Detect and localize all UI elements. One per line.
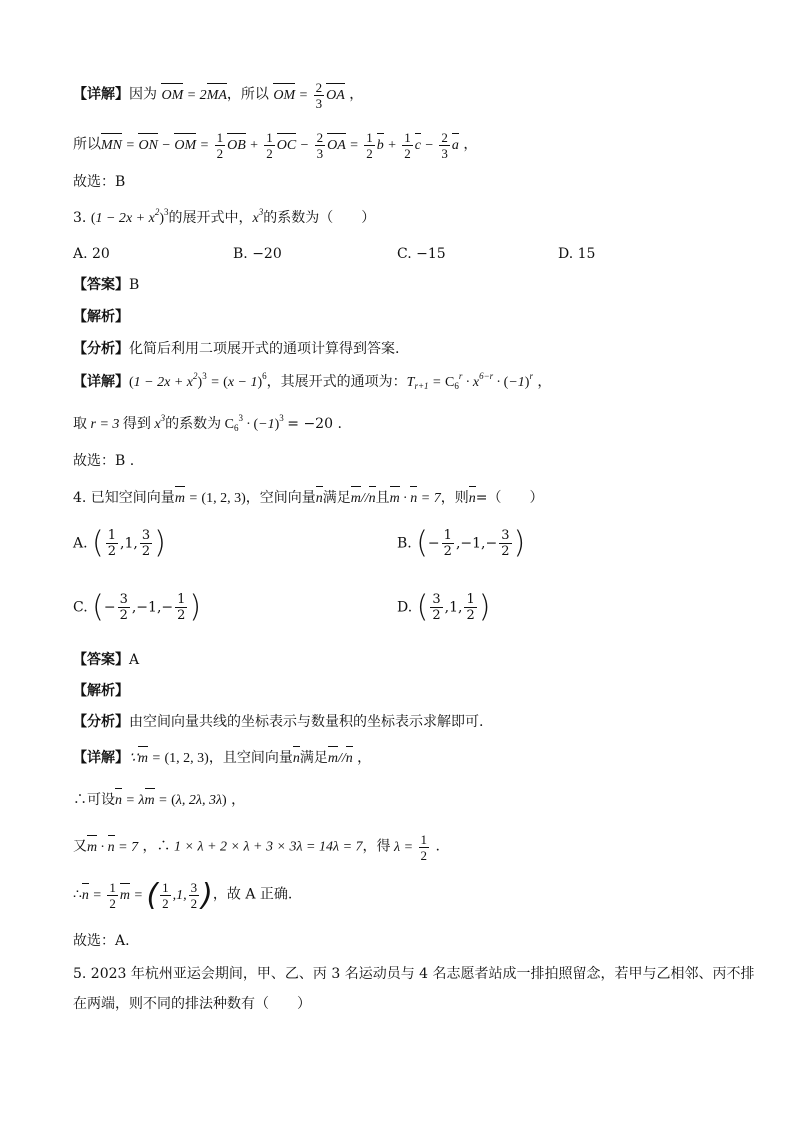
q2-choice: 故选：B [73,174,126,190]
q3-choice: 故选：B . [73,453,135,469]
q3-option-b: B. −20 [233,246,282,262]
q4-answer: 【答案】A [73,652,140,668]
q2-equation-3: MN = ON − OM = $\frac{1}{2}$ OB + $\frac{1}{2}$ OC − $\frac{2}{3}$ OA = $\frac{1}{2}$ b + $\frac{1}{2}$ c − $\frac{2}{3}$ a [101,130,459,161]
q3-analyze [73,339,399,359]
q4-also: 又m · n = 7 ，∴ 1 × λ + 2 × λ + 3 × 3λ = 14λ = 7，得 λ = $\frac{1}{2}$ . [73,832,440,863]
q4-option-a: A. ( $\frac{1}{2}$ ,1, $\frac{3}{2}$ ) [73,525,166,561]
q3-detail-equation: $(1 - 2x + x^2)^3 = (x - 1)^6$ [129,371,267,390]
q4-stem: 4. 已知空间向量m = (1, 2, 3)，空间向量n满足m//n且m · n = 7，则n=（ ） [73,488,543,509]
q3-option-c: C. −15 [397,246,446,262]
q4-analysis-label: 【解析】 [73,683,129,699]
q3-option-d: D. 15 [558,246,596,262]
q5-stem-line1: 5. 2023 年杭州亚运会期间，甲、乙、丙 3 名运动员与 4 名志愿者站成一排拍照留念，若甲与乙相邻、丙不排 [73,966,755,982]
q4-option-b: B. (− $\frac{1}{2}$ ,−1,− $\frac{3}{2}$ ) [397,525,526,561]
q3-detail: 【详解】$(1 - 2x + x^2)^3 = (x - 1)^6$，其展开式的通项为：$T_{r+1} = C_6^r \cdot x^{6-r} \cdot (-1)^r$ ， [73,371,552,391]
q4-choice: 故选：A. [73,933,130,949]
q3-detail-mid: ，其展开式的通项为： [266,374,407,390]
q2-detail-line2: 所以MN = ON − OM = $\frac{1}{2}$ OB + $\frac{1}{2}$ OC − $\frac{2}{3}$ OA = $\frac{1}{2}$ b + $\frac{1}{2}$ c − $\frac{2}{3}$ a ， [73,130,478,161]
q3-stem-end: 的系数为（ ） [263,210,376,226]
q4-analyze-text: 由空间向量共线的坐标表示与数量积的坐标表示求解即可. [129,714,484,730]
q4-detail: 【详解】∵m = (1, 2, 3)，且空间向量n满足m//n ， [73,748,371,769]
q2-equation-1: OM = 2MA [161,88,226,103]
q3-analyze-text: 化简后利用二项展开式的通项计算得到答案. [129,341,400,357]
q3-expression: $(1 - 2x + x^2)^3$ [90,207,169,226]
q4-analyze: 【分析】由空间向量共线的坐标表示与数量积的坐标表示求解即可. [73,714,484,730]
analyze-label: 【分析】 [73,341,129,357]
q5-stem-line2: 在两端，则不同的排法种数有（ ） [73,996,311,1012]
q3-answer-value: B [129,277,140,293]
q3-answer [73,275,139,295]
detail-label: 【详解】 [73,86,129,103]
detail-label: 【详解】 [73,374,129,390]
q2-line2-text: 所以 [73,136,101,153]
q3-take: 取 r = 3 得到 $x^3$的系数为 $C_6^3 \cdot (-1)^3 = -20$ . [73,413,342,433]
q3-option-a: A. 20 [73,246,110,262]
q4-result: ∴n = $\frac{1}{2}$ m = ( $\frac{1}{2}$ ,1, $\frac{3}{2}$ )，故 A 正确. [73,877,293,913]
q3-coefficient: $C_6^3 \cdot (-1)^3$ [224,413,284,433]
q2-detail-text-a: 因为 [129,86,157,103]
q2-detail-line1: 【详解】因为 OM = 2MA，所以 OM = $\frac{2}{3}$ OA ， [73,80,364,111]
answer-label: 【答案】 [73,277,129,293]
q3-stem-mid: 的展开式中， [168,210,253,226]
q3-stem: 3. $(1 - 2x + x^2)^3$的展开式中，$x^3$的系数为（ ） [73,207,376,226]
q4-answer-value: A [129,652,140,668]
q4-option-c: C. (− $\frac{3}{2}$ ,−1,− $\frac{1}{2}$ ) [73,589,202,625]
q4-set: ∴可设n = λm = (λ, 2λ, 3λ) ， [73,790,245,811]
q3-analysis-label: 【解析】 [73,309,129,325]
q3-number: 3. [73,210,87,226]
q4-option-d: D. ( $\frac{3}{2}$ ,1, $\frac{1}{2}$ ) [397,589,491,625]
q3-general-term: $T_{r+1} = C_6^r \cdot x^{6-r} \cdot (-1)^r$ [406,371,533,391]
q2-detail-text-b: ，所以 [226,86,269,103]
q2-equation-2: OM = $\frac{2}{3}$ OA [273,80,345,111]
